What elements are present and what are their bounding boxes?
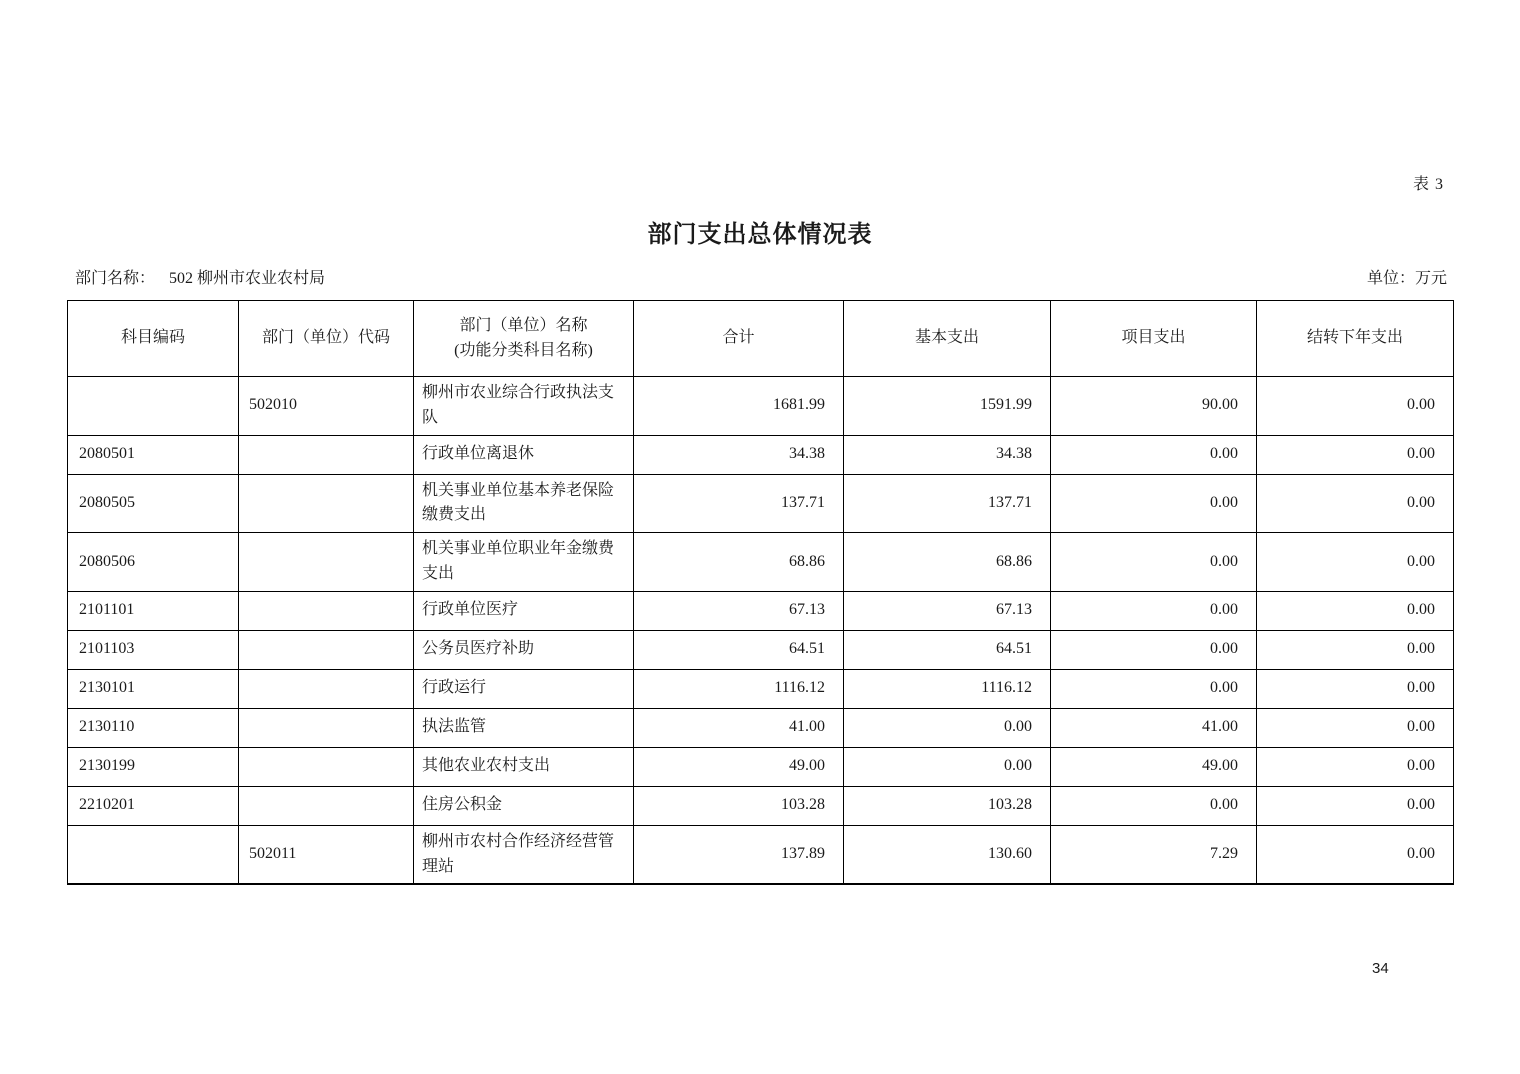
table-row <box>68 786 1454 825</box>
cell-name: 公务员医疗补助 <box>414 630 634 669</box>
cell-basic: 130.60 <box>844 825 1051 884</box>
cell-name: 机关事业单位基本养老保险缴费支出 <box>414 474 634 533</box>
header-total: 合计 <box>634 301 844 377</box>
header-project: 项目支出 <box>1051 301 1257 377</box>
table-header <box>68 301 1454 377</box>
cell-code: 2130101 <box>68 669 239 708</box>
cell-carryover: 0.00 <box>1257 786 1454 825</box>
header-dept-name <box>414 301 634 377</box>
cell-carryover: 0.00 <box>1257 435 1454 474</box>
cell-total: 137.71 <box>634 474 844 533</box>
cell-dept_code <box>239 435 414 474</box>
table-row <box>68 435 1454 474</box>
cell-basic: 0.00 <box>844 708 1051 747</box>
cell-code: 2080505 <box>68 474 239 533</box>
cell-carryover: 0.00 <box>1257 474 1454 533</box>
department-label: 部门名称： <box>75 270 156 287</box>
cell-name: 执法监管 <box>414 708 634 747</box>
cell-total: 68.86 <box>634 533 844 592</box>
cell-name: 柳州市农业综合行政执法支队 <box>414 377 634 436</box>
cell-project: 0.00 <box>1051 786 1257 825</box>
cell-name: 行政单位医疗 <box>414 591 634 630</box>
cell-basic: 68.86 <box>844 533 1051 592</box>
cell-name: 行政单位离退休 <box>414 435 634 474</box>
cell-dept_code <box>239 708 414 747</box>
table-row <box>68 630 1454 669</box>
cell-dept_code <box>239 669 414 708</box>
cell-name: 住房公积金 <box>414 786 634 825</box>
header-dept-name-line1: 部门（单位）名称 <box>459 316 588 334</box>
header-subject-code: 科目编码 <box>68 301 239 377</box>
unit-label: 单位：万元 <box>1366 270 1447 287</box>
cell-code: 2130110 <box>68 708 239 747</box>
cell-project: 0.00 <box>1051 591 1257 630</box>
cell-project: 0.00 <box>1051 435 1257 474</box>
cell-project: 0.00 <box>1051 533 1257 592</box>
cell-total: 67.13 <box>634 591 844 630</box>
cell-code: 2080501 <box>68 435 239 474</box>
table-row <box>68 533 1454 592</box>
expenditure-table <box>67 300 1454 885</box>
table-row <box>68 591 1454 630</box>
header-carryover: 结转下年支出 <box>1257 301 1454 377</box>
cell-project: 49.00 <box>1051 747 1257 786</box>
cell-basic: 67.13 <box>844 591 1051 630</box>
cell-project: 0.00 <box>1051 669 1257 708</box>
cell-name: 其他农业农村支出 <box>414 747 634 786</box>
table-tag: 表 3 <box>1412 176 1444 193</box>
cell-carryover: 0.00 <box>1257 708 1454 747</box>
cell-basic: 103.28 <box>844 786 1051 825</box>
cell-name: 行政运行 <box>414 669 634 708</box>
cell-basic: 64.51 <box>844 630 1051 669</box>
cell-dept_code <box>239 591 414 630</box>
cell-code <box>68 825 239 884</box>
cell-code: 2210201 <box>68 786 239 825</box>
department-name <box>75 265 325 288</box>
cell-name: 机关事业单位职业年金缴费支出 <box>414 533 634 592</box>
cell-carryover: 0.00 <box>1257 669 1454 708</box>
cell-code: 2130199 <box>68 747 239 786</box>
page-number: 34 <box>1372 960 1389 977</box>
table-body <box>68 377 1454 885</box>
meta-row <box>75 265 1447 288</box>
cell-dept_code <box>239 533 414 592</box>
header-dept-name-line2: (功能分类科目名称) <box>454 341 593 359</box>
cell-basic: 34.38 <box>844 435 1051 474</box>
header-dept-code: 部门（单位）代码 <box>239 301 414 377</box>
cell-basic: 0.00 <box>844 747 1051 786</box>
cell-dept_code <box>239 630 414 669</box>
cell-name: 柳州市农村合作经济经营管理站 <box>414 825 634 884</box>
cell-carryover: 0.00 <box>1257 533 1454 592</box>
cell-carryover: 0.00 <box>1257 630 1454 669</box>
cell-total: 41.00 <box>634 708 844 747</box>
cell-total: 137.89 <box>634 825 844 884</box>
cell-basic: 1116.12 <box>844 669 1051 708</box>
cell-code: 2101103 <box>68 630 239 669</box>
page-title: 部门支出总体情况表 <box>647 222 873 248</box>
cell-project: 7.29 <box>1051 825 1257 884</box>
cell-code: 2101101 <box>68 591 239 630</box>
cell-basic: 1591.99 <box>844 377 1051 436</box>
table-row <box>68 825 1454 884</box>
cell-total: 103.28 <box>634 786 844 825</box>
table-row <box>68 669 1454 708</box>
cell-dept_code <box>239 747 414 786</box>
cell-dept_code: 502011 <box>239 825 414 884</box>
cell-project: 90.00 <box>1051 377 1257 436</box>
cell-dept_code: 502010 <box>239 377 414 436</box>
cell-dept_code <box>239 474 414 533</box>
cell-total: 1681.99 <box>634 377 844 436</box>
cell-project: 41.00 <box>1051 708 1257 747</box>
table-row <box>68 474 1454 533</box>
cell-code: 2080506 <box>68 533 239 592</box>
cell-total: 1116.12 <box>634 669 844 708</box>
cell-project: 0.00 <box>1051 474 1257 533</box>
department-value: 502 柳州市农业农村局 <box>169 270 326 287</box>
cell-basic: 137.71 <box>844 474 1051 533</box>
cell-carryover: 0.00 <box>1257 747 1454 786</box>
header-basic: 基本支出 <box>844 301 1051 377</box>
table-row <box>68 708 1454 747</box>
cell-carryover: 0.00 <box>1257 825 1454 884</box>
cell-total: 49.00 <box>634 747 844 786</box>
table-row <box>68 747 1454 786</box>
cell-dept_code <box>239 786 414 825</box>
cell-carryover: 0.00 <box>1257 377 1454 436</box>
cell-total: 34.38 <box>634 435 844 474</box>
cell-code <box>68 377 239 436</box>
cell-total: 64.51 <box>634 630 844 669</box>
cell-project: 0.00 <box>1051 630 1257 669</box>
table-row <box>68 377 1454 436</box>
cell-carryover: 0.00 <box>1257 591 1454 630</box>
header-row <box>68 301 1454 377</box>
